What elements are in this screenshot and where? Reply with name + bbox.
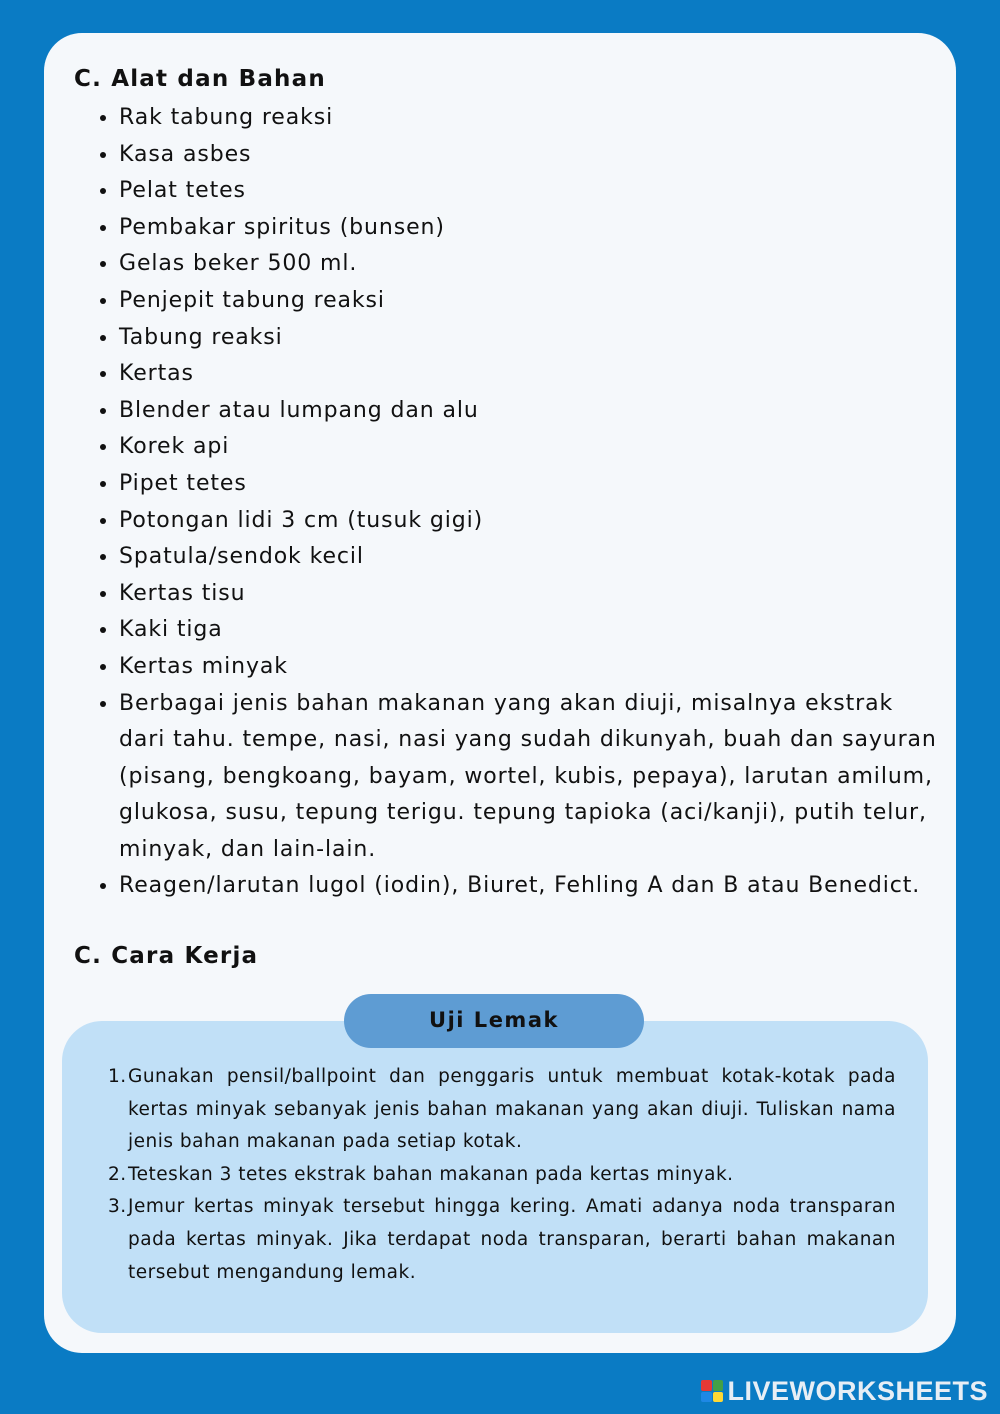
watermark-text: LIVEWORKSHEETS <box>727 1375 988 1406</box>
list-item: • Pipet tetes <box>119 466 947 503</box>
list-item: • Pembakar spiritus (bunsen) <box>119 210 947 247</box>
step-number: 3. <box>108 1196 127 1218</box>
step-text: Teteskan 3 tetes ekstrak bahan makanan pada kertas minyak. <box>128 1163 734 1185</box>
list-item: • Potongan lidi 3 cm (tusuk gigi) <box>119 503 947 540</box>
list-item: • Korek api <box>119 429 947 466</box>
list-item: • Kertas tisu <box>119 576 947 613</box>
procedure-step <box>108 1191 896 1289</box>
logo-square-yellow <box>713 1392 724 1403</box>
list-item: • Tabung reaksi <box>119 320 947 357</box>
list-item: • Gelas beker 500 ml. <box>119 246 947 283</box>
liveworksheets-watermark <box>701 1376 988 1406</box>
section-title-alat-bahan: C. Alat dan Bahan <box>74 66 326 92</box>
list-item: • Rak tabung reaksi <box>119 100 947 137</box>
procedure-step <box>108 1061 896 1159</box>
list-item: • Reagen/larutan lugol (iodin), Biuret, Fehling A dan B atau Benedict. <box>119 868 947 905</box>
logo-square-blue <box>701 1392 712 1403</box>
list-item: • Kasa asbes <box>119 137 947 174</box>
procedure-label: Uji Lemak <box>344 994 644 1048</box>
procedure-step <box>108 1159 896 1192</box>
liveworksheets-logo-icon <box>701 1380 723 1402</box>
procedure-steps <box>108 1061 896 1289</box>
list-item: • Kertas <box>119 356 947 393</box>
list-item: • Blender atau lumpang dan alu <box>119 393 947 430</box>
logo-square-green <box>713 1380 724 1391</box>
list-item: • Pelat tetes <box>119 173 947 210</box>
worksheet-card <box>44 33 956 1353</box>
step-number: 1. <box>108 1066 127 1087</box>
step-text: Jemur kertas minyak tersebut hingga kering. Amati adanya noda transparan pada kertas minyak. Jika terdapat noda transparan, berarti bahan makanan tersebut mengandung lemak. <box>128 1196 896 1283</box>
step-number: 2. <box>108 1163 127 1185</box>
section-title-cara-kerja: C. Cara Kerja <box>74 943 259 969</box>
list-item: • Kertas minyak <box>119 649 947 686</box>
list-item: • Penjepit tabung reaksi <box>119 283 947 320</box>
step-text: Gunakan pensil/ballpoint dan penggaris untuk membuat kotak-kotak pada kertas minyak sebanyak jenis bahan makanan yang akan diuji. Tuliskan nama jenis bahan makanan pada setiap kotak. <box>128 1066 896 1153</box>
list-item: • Kaki tiga <box>119 612 947 649</box>
list-item: • Berbagai jenis bahan makanan yang akan diuji, misalnya ekstrak dari tahu. tempe, nasi, nasi yang sudah dikunyah, buah dan sayuran (pisang, bengkoang, bayam, wortel, kubis, pepaya), larutan amilum, glukosa, susu, tepung terigu. tepung tapioka (aci/kanji), putih telur, minyak, dan lain-lain. <box>119 686 947 869</box>
list-item: • Spatula/sendok kecil <box>119 539 947 576</box>
materials-list <box>94 100 947 905</box>
logo-square-red <box>701 1380 712 1391</box>
